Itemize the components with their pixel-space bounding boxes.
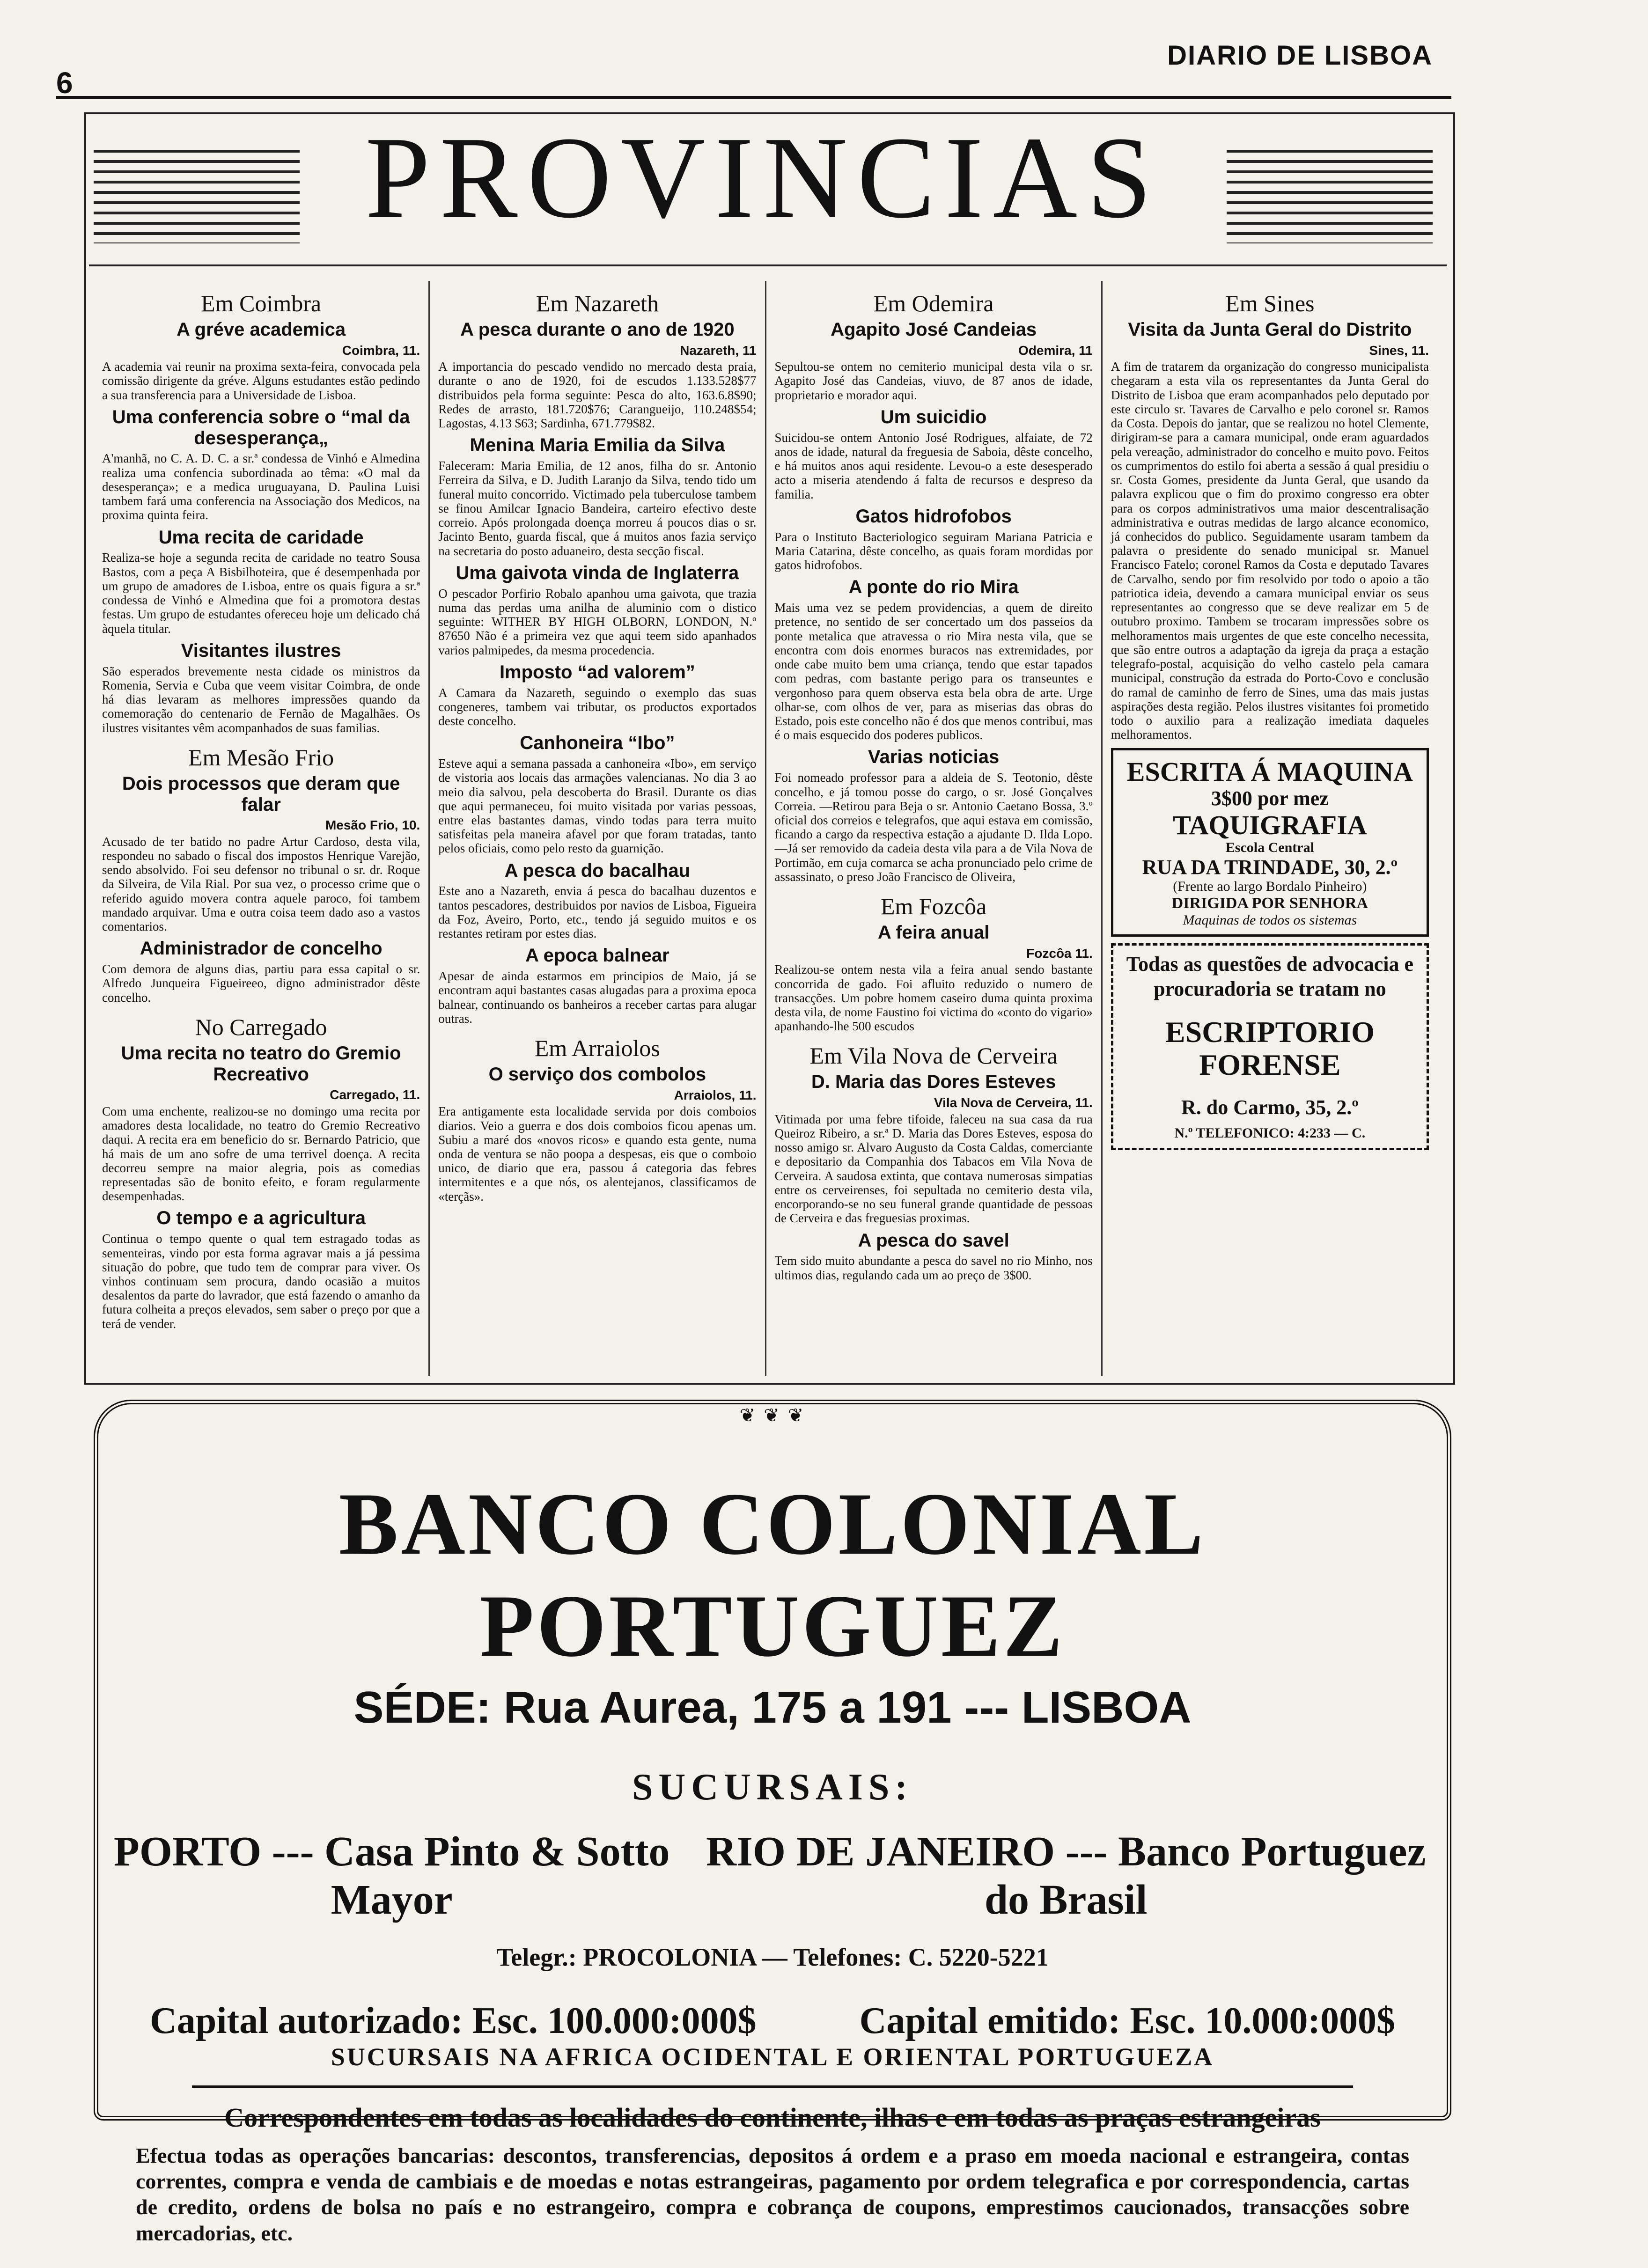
city-heading: Em Vila Nova de Cerveira [809, 1042, 1058, 1069]
column-sines [1103, 281, 1437, 1376]
article-body: A importancia do pescado vendido no mercado desta praia, durante o ano de 1920, foi de escudos 1.133.528$77 distribuidos pela forma seguinte: Pesca do alto, 163.6.8$90; Redes de arrasto, 181.720$76; Carangueijo, 110.248$54; Lagostas, 4.13 $63; Sardinha, 671.779$82. [438, 360, 757, 431]
bank-capital [98, 2000, 1447, 2042]
article-heading: Uma conferencia sobre o “mal da desesperança„ [112, 406, 410, 448]
article-body: Continua o tempo quente o qual tem estragado todas as sementeiras, vindo por esta forma agravar mais a já pessima situação do pobre, que tudo tem de comprar para viver. Os vinhos continuam sem procura, dando ocasião a muitos desalentos da parte do lavrador, que está fazendo o amanho da futura colheita a preços elevados, sem saber o preço por que a terá de vender. [102, 1232, 420, 1331]
article-body: Suicidou-se ontem Antonio José Rodrigues, alfaiate, de 72 anos de idade, natural da freguesia de Saboia, dêste concelho, e há muitos anos aqui residente. Levou-o a este desesperado acto a miseria atendendo á falta de recursos e despreso da familia. [774, 430, 1093, 501]
bank-telegraph: Telegr.: PROCOLONIA — Telefones: C. 5220-5221 [496, 1943, 1049, 1971]
article-body: Este ano a Nazareth, envia á pesca do bacalhau duzentos e tantos pescadores, destribuidos por navios de Lisboa, Figueira da Foz, Aveiro, Porto, etc., tendo já seguido muitos e os restantes retiram por estes dias. [438, 884, 757, 941]
column-coimbra [94, 281, 430, 1376]
bank-rule [192, 2085, 1353, 2088]
city-heading: Em Odemira [873, 290, 994, 316]
ornament-divider: ❦ ❦ ❦ [739, 1405, 806, 1426]
article-heading: Uma gaivota vinda de Inglaterra [456, 562, 739, 583]
article-body: Foi nomeado professor para a aldeia de S. Teotonio, dêste concelho, e já tomou posse do cargo, o sr. José Gonçalves Correia. —Retirou para Beja o sr. Antonio Caetano Bossa, 3.º oficial dos correios e telegrafos, que aqui estava em comissão, ficando a cargo da respectiva estação a ajudante D. Ilda Lopo. —Já ser removido da cadeia desta vila para a de Vila Nova de Portimão, em cuja comarca se acha pronunciado pelo crime de assassinato, o preso João Francisco de Oliveira, [774, 771, 1093, 884]
branch-rio: RIO DE JANEIRO --- Banco Portuguez do Brasil [706, 1828, 1426, 1923]
article-body: Esteve aqui a semana passada a canhoneira «Ibo», em serviço de vistoria aos locais das armações valencianas. No dia 3 ao meio dia salvou, pela descoberta do Brasil. Durante os dias que aqui permaneceu, foi muito visitada por varias pessoas, entre elas bastantes damas, vindo todas para terra muito satisfeitas pela maneira afavel por que foram tratadas, tanto pelos oficiais, como pelo resto da guarnição. [438, 756, 757, 856]
article-heading: A pesca do savel [858, 1230, 1009, 1251]
ad-text: (Frente ao largo Bordalo Pinheiro) [1173, 879, 1367, 895]
bank-branches-heading: SUCURSAIS: [632, 1767, 913, 1808]
article-heading: Varias noticias [868, 747, 1000, 768]
ad-address: R. do Carmo, 35, 2.º [1181, 1095, 1359, 1119]
article-heading: O tempo e a agricultura [156, 1208, 366, 1229]
branch-porto: PORTO --- Casa Pinto & Sotto Mayor [113, 1828, 670, 1923]
article-body: O pescador Porfirio Robalo apanhou uma gaivota, que trazia numa das perdas uma anilha de aluminio com o distico seguinte: WITHER BY HIGH OLBORN, LONDON, N.º 87650 Não é a primeira vez que aqui teem sido apanhados varios palmipedes, da mesma procedencia. [438, 586, 757, 657]
article-body: Faleceram: Maria Emilia, de 12 anos, filha do sr. Antonio Ferreira da Silva, e D. Judith Laranjo da Silva, tendo tido um funeral muito concorrido. Victimado pela tuberculose tambem se finou Amilcar Ignacio Bandeira, carteiro efectivo deste correio. Após prolongada doença morreu á poucos dias o sr. Jacinto Bento, guarda fiscal, que á muitos anos fazia serviço na secretaria do posto aduaneiro, desta secção fiscal. [438, 459, 757, 558]
bank-advertisement [94, 1400, 1451, 2245]
ad-headline: ESCRIPTORIO FORENSE [1165, 1015, 1375, 1082]
typing-school-ad [1111, 748, 1429, 937]
article-body: Realiza-se hoje a segunda recita de caridade no teatro Sousa Bastos, com a peça A Bisbilhoteira, que é desempenhada por um grupo de amadores de Lisboa, entre os quais figura a sr.ª condessa de Vinhó e Almedina que foi a promotora destas festas. Um grupo de estudantes ofereceu hoje um delicado chá àquela titular. [102, 550, 420, 636]
ad-text: Todas as questões de advocacia e procuradoria se tratam no [1126, 953, 1413, 1001]
article-heading: Canhoneira “Ibo” [520, 733, 675, 754]
article-heading: Um suicidio [880, 406, 987, 427]
article-body: Apesar de ainda estarmos em principios de Maio, já se encontram aqui bastantes casas alugadas para a proxima epoca balnear, continuando os banheiros a receber cartas para alugar outras. [438, 969, 757, 1026]
ad-address: RUA DA TRINDADE, 30, 2.º [1142, 855, 1398, 879]
article-heading: Visita da Junta Geral do Distrito [1128, 319, 1412, 340]
article-heading: Agapito José Candeias [831, 319, 1037, 340]
article-body: A Camara da Nazareth, seguindo o exemplo das suas congeneres, tambem vai tributar, os productos exportados deste concelho. [438, 685, 757, 728]
ad-text: DIRIGIDA POR SENHORA [1171, 894, 1368, 912]
news-columns [94, 281, 1437, 1376]
article-heading: Administrador de concelho [140, 938, 383, 959]
article-body: Com uma enchente, realizou-se no domingo uma recita por amadores desta localidade, no teatro do Gremio Recreativo daqui. A recita era em beneficio do sr. Bernardo Patricio, que há mais de um ano sofre de uma terrivel doença. A recita decorreu sempre na maior alegria, pois as comedias representadas são de bonito efeito, e foram regularmente desempenhadas. [102, 1104, 420, 1204]
article-heading: Uma recita no teatro do Gremio Recreativo [121, 1042, 401, 1085]
title-rule [89, 264, 1447, 266]
article-heading: Imposto “ad valorem” [499, 661, 695, 683]
article-body: Acusado de ter batido no padre Artur Cardoso, desta vila, respondeu no sabado o fiscal dos impostos Henrique Varejão, sendo absolvido. Foi seu defensor no tribunal o sr. dr. Roque da Silveira, de Vila Rial. Por sua vez, o processo crime que o referido aguido movera contra aquele paroco, foi tambem mandado arquivar. Uma e outra coisa teem dado aso a vastos comentarios. [102, 834, 420, 934]
article-body: A academia vai reunir na proxima sexta-feira, convocada pela comissão dirigente da gréve. Alguns estudantes estão pedindo a sua transferencia para a Universidade de Lisboa. [102, 360, 420, 402]
dateline: Carregado, 11. [330, 1087, 420, 1102]
capital-authorized: Capital autorizado: Esc. 100.000:000$ [150, 2000, 757, 2041]
article-body: Mais uma vez se pedem providencias, a quem de direito pretence, no sentido de ser concertado um dos passeios da ponte metalica que atravessa o rio Mira nesta vila, que se encontra com dois enormes buracos nas extremidades, por onde cabe muito bem uma criança, tendo que estar tapados com pedras, com bastante perigo para os transeuntes e vergonhoso para quem observa esta bela obra de arte. Urge olhar-se, com olhos de ver, para as miserias das obras do Estado, pois este concelho não é dos que menos contribui, mas é o mais esquecido dos poderes publicos. [774, 601, 1093, 742]
column-odemira [766, 281, 1103, 1376]
ad-price: 3$00 por mez [1211, 787, 1329, 810]
dateline: Fozcôa 11. [1026, 946, 1093, 961]
bank-branches [98, 1828, 1447, 1924]
section-title: PROVINCIAS [365, 113, 1162, 242]
city-heading: Em Arraiolos [534, 1035, 660, 1062]
page-number: 6 [56, 66, 73, 100]
article-heading: Dois processos que deram que falar [122, 773, 400, 815]
title-hatch-right [1227, 150, 1433, 243]
bank-correspondents: Correspondentes em todas as localidades do continente, ilhas e em todas as praças estrangeiras [224, 2102, 1321, 2133]
law-office-ad [1111, 943, 1429, 1150]
city-heading: Em Nazareth [536, 290, 659, 316]
city-heading: Em Mesão Frio [188, 744, 334, 771]
article-heading: D. Maria das Dores Esteves [811, 1072, 1056, 1093]
newspaper-name: DIARIO DE LISBOA [1167, 40, 1433, 71]
dateline: Sines, 11. [1369, 343, 1429, 358]
bank-name: BANCO COLONIAL PORTUGUEZ [338, 1475, 1207, 1675]
article-body: Realizou-se ontem nesta vila a feira anual sendo bastante concorrida de gado. Foi afluito reduzido o numero de transacções. Um pobre homem caseiro duma quinta proxima desta vila, de nome Faustino foi victima do «conto do vigario» apanhando-lhe 500 escudos [774, 962, 1093, 1034]
bank-operations: Efectua todas as operações bancarias: descontos, transferencias, depositos á ordem e a praso em moeda nacional e estrangeira, contas correntes, compra e venda de cambiais e de moedas e notas estrangeiras, pagamento por ordem telegrafica e por correspondencia, cartas de credito, ordens de bolsa no país e no estrangeiro, compra e cobrança de coupons, emprestimos caucionados, transacções sobre mercadorias, etc. [136, 2143, 1409, 2245]
ad-headline: ESCRITA Á MAQUINA [1126, 756, 1413, 787]
article-body: A fim de tratarem da organização do congresso municipalista chegaram a esta vila os representantes da Junta Geral do Distrito de Lisboa que eram acompanhados pelo deputado por este circulo sr. Tavares de Carvalho e pelo coronel sr. Ramos da Costa. Depois do jantar, que se realizou no hotel Clemente, dirigiram-se para a camara municipal, onde eram aguardados pela vereação, administrador do concelho e muito povo. Feitos os cumprimentos do estilo foi aberta a sessão á qual presidiu o sr. Costa Gomes, presidente da Junta Geral, que usando da palavra explicou que o fim do proximo congresso era obter para os corpos administrativos uma maior descentralisação administrativa e outras medidas de largo alcance economico, já conhecidos do publico. Seguidamente usaram tambem da palavra o presidente do senado municipal sr. Manuel Francisco Fatelo; coronel Ramos da Costa e deputado Tavares de Carvalho, sendo por fim resolvido por todo o apoio a tão patriotica ideia, devendo a camara municipal enviar os seus representantes ao congresso que se deve realizar em 5 de outubro proximo. Tambem se trocaram impressões sobre os melhoramentos mais urgentes de que este concelho necessita, que são entre outros a adaptação da igreja da praça a estação telegrafo-postal, acquisição do velho castelo pela camara municipal, construção da estrada do Porto-Covo e conclusão do ramal de caminho de ferro de Sines, uma das mais justas aspirações desta região. Pelos ilustres visitantes foi prometido todo o auxilio para a realização imediata daqueles melhoramentos. [1111, 360, 1429, 742]
article-heading: A ponte do rio Mira [848, 577, 1019, 598]
article-heading: A epoca balnear [525, 945, 670, 966]
article-body: Era antigamente esta localidade servida por dois comboios diarios. Veio a guerra e dos dois comboios ficou apenas um. Subiu a maré dos «novos ricos» e quando esta gente, numa onda de ventura se não poopa a despesas, eis que o comboio unico, de diario que era, passou á categoria das febres intermitentes e a que nós, os alentejanos, classificamos de «terçãs». [438, 1104, 757, 1204]
article-body: Com demora de alguns dias, partiu para essa capital o sr. Alfredo Junqueira Figueireeo, digno administrador dêste concelho. [102, 962, 420, 1005]
ad-text: Maquinas de todos os sistemas [1183, 912, 1357, 928]
dateline: Mesão Frio, 10. [325, 818, 420, 833]
dateline: Coimbra, 11. [342, 343, 420, 358]
article-body: Vitimada por uma febre tifoide, faleceu na sua casa da rua Queiroz Ribeiro, a sr.ª D. Maria das Dores Esteves, esposa do nosso amigo sr. Alvaro Augusto da Costa Caldas, comerciante e depositario da Companhia dos Tabacos em Vila Nova de Cerveira. A saudosa extinta, que contava numerosas simpatias entre os cerveirenses, foi sepultada no cemiterio desta vila, encorporando-se no seu funeral grande quantidade de pessoas de Cerveira e das freguesias proximas. [774, 1112, 1093, 1226]
header-rule [56, 96, 1451, 99]
article-heading: A pesca do bacalhau [504, 860, 691, 881]
article-heading: Gatos hidrofobos [855, 506, 1012, 527]
article-body: Sepultou-se ontem no cemiterio municipal desta vila o sr. Agapito José das Candeias, viuvo, de 87 anos de idade, proprietario e morador aqui. [774, 360, 1093, 402]
article-heading: Menina Maria Emilia da Silva [470, 435, 725, 456]
article-heading: Uma recita de caridade [158, 527, 364, 548]
article-body: A'manhã, no C. A. D. C. a sr.ª condessa de Vinhó e Almedina realiza uma confencia subordinada ao têma: «O mal da desesperança»; e a medica uruguayana, D. Paulina Luisi tambem fará uma conferencia na Associação dos Medicos, na proxima quinta feira. [102, 451, 420, 522]
capital-issued: Capital emitido: Esc. 10.000:000$ [859, 2000, 1395, 2041]
dateline: Arraiolos, 11. [674, 1087, 757, 1102]
ad-text: Escola Central [1225, 840, 1314, 856]
city-heading: Em Sines [1225, 290, 1315, 316]
city-heading: Em Coimbra [201, 290, 322, 316]
article-body: São esperados brevemente nesta cidade os ministros da Romenia, Servia e Cuba que veem visitar Coimbra, de onde há dias levaram as melhores impressões quando da comemoração do centenario de Fernão de Magalhães. Os ilustres visitantes vêm acompanhados de suas familias. [102, 664, 420, 735]
title-hatch-left [94, 150, 300, 243]
dateline: Odemira, 11 [1018, 343, 1093, 358]
city-heading: No Carregado [195, 1013, 327, 1040]
ad-phone: N.º TELEFONICO: 4:233 — C. [1174, 1125, 1366, 1141]
article-heading: A feira anual [877, 922, 990, 943]
article-heading: A gréve academica [177, 319, 346, 340]
bank-headquarters: SÉDE: Rua Aurea, 175 a 191 --- LISBOA [353, 1682, 1192, 1732]
article-heading: O serviço dos combolos [488, 1064, 706, 1085]
dateline: Vila Nova de Cerveira, 11. [934, 1095, 1093, 1110]
city-heading: Em Fozcôa [880, 893, 987, 920]
dateline: Nazareth, 11 [680, 343, 757, 358]
column-nazareth [430, 281, 766, 1376]
ad-headline: TAQUIGRAFIA [1173, 809, 1367, 840]
article-heading: A pesca durante o ano de 1920 [460, 319, 735, 340]
article-body: Tem sido muito abundante a pesca do savel no rio Minho, nos ultimos dias, regulando cada um ao preço de 3$00. [774, 1254, 1093, 1282]
bank-africa-branches: SUCURSAIS NA AFRICA OCIDENTAL E ORIENTAL PORTUGUEZA [331, 2043, 1214, 2071]
article-heading: Visitantes ilustres [181, 640, 341, 661]
article-body: Para o Instituto Bacteriologico seguiram Mariana Patricia e Maria Catarina, dêste concelho, as quais foram mordidas por gatos hidrofobos. [774, 529, 1093, 573]
